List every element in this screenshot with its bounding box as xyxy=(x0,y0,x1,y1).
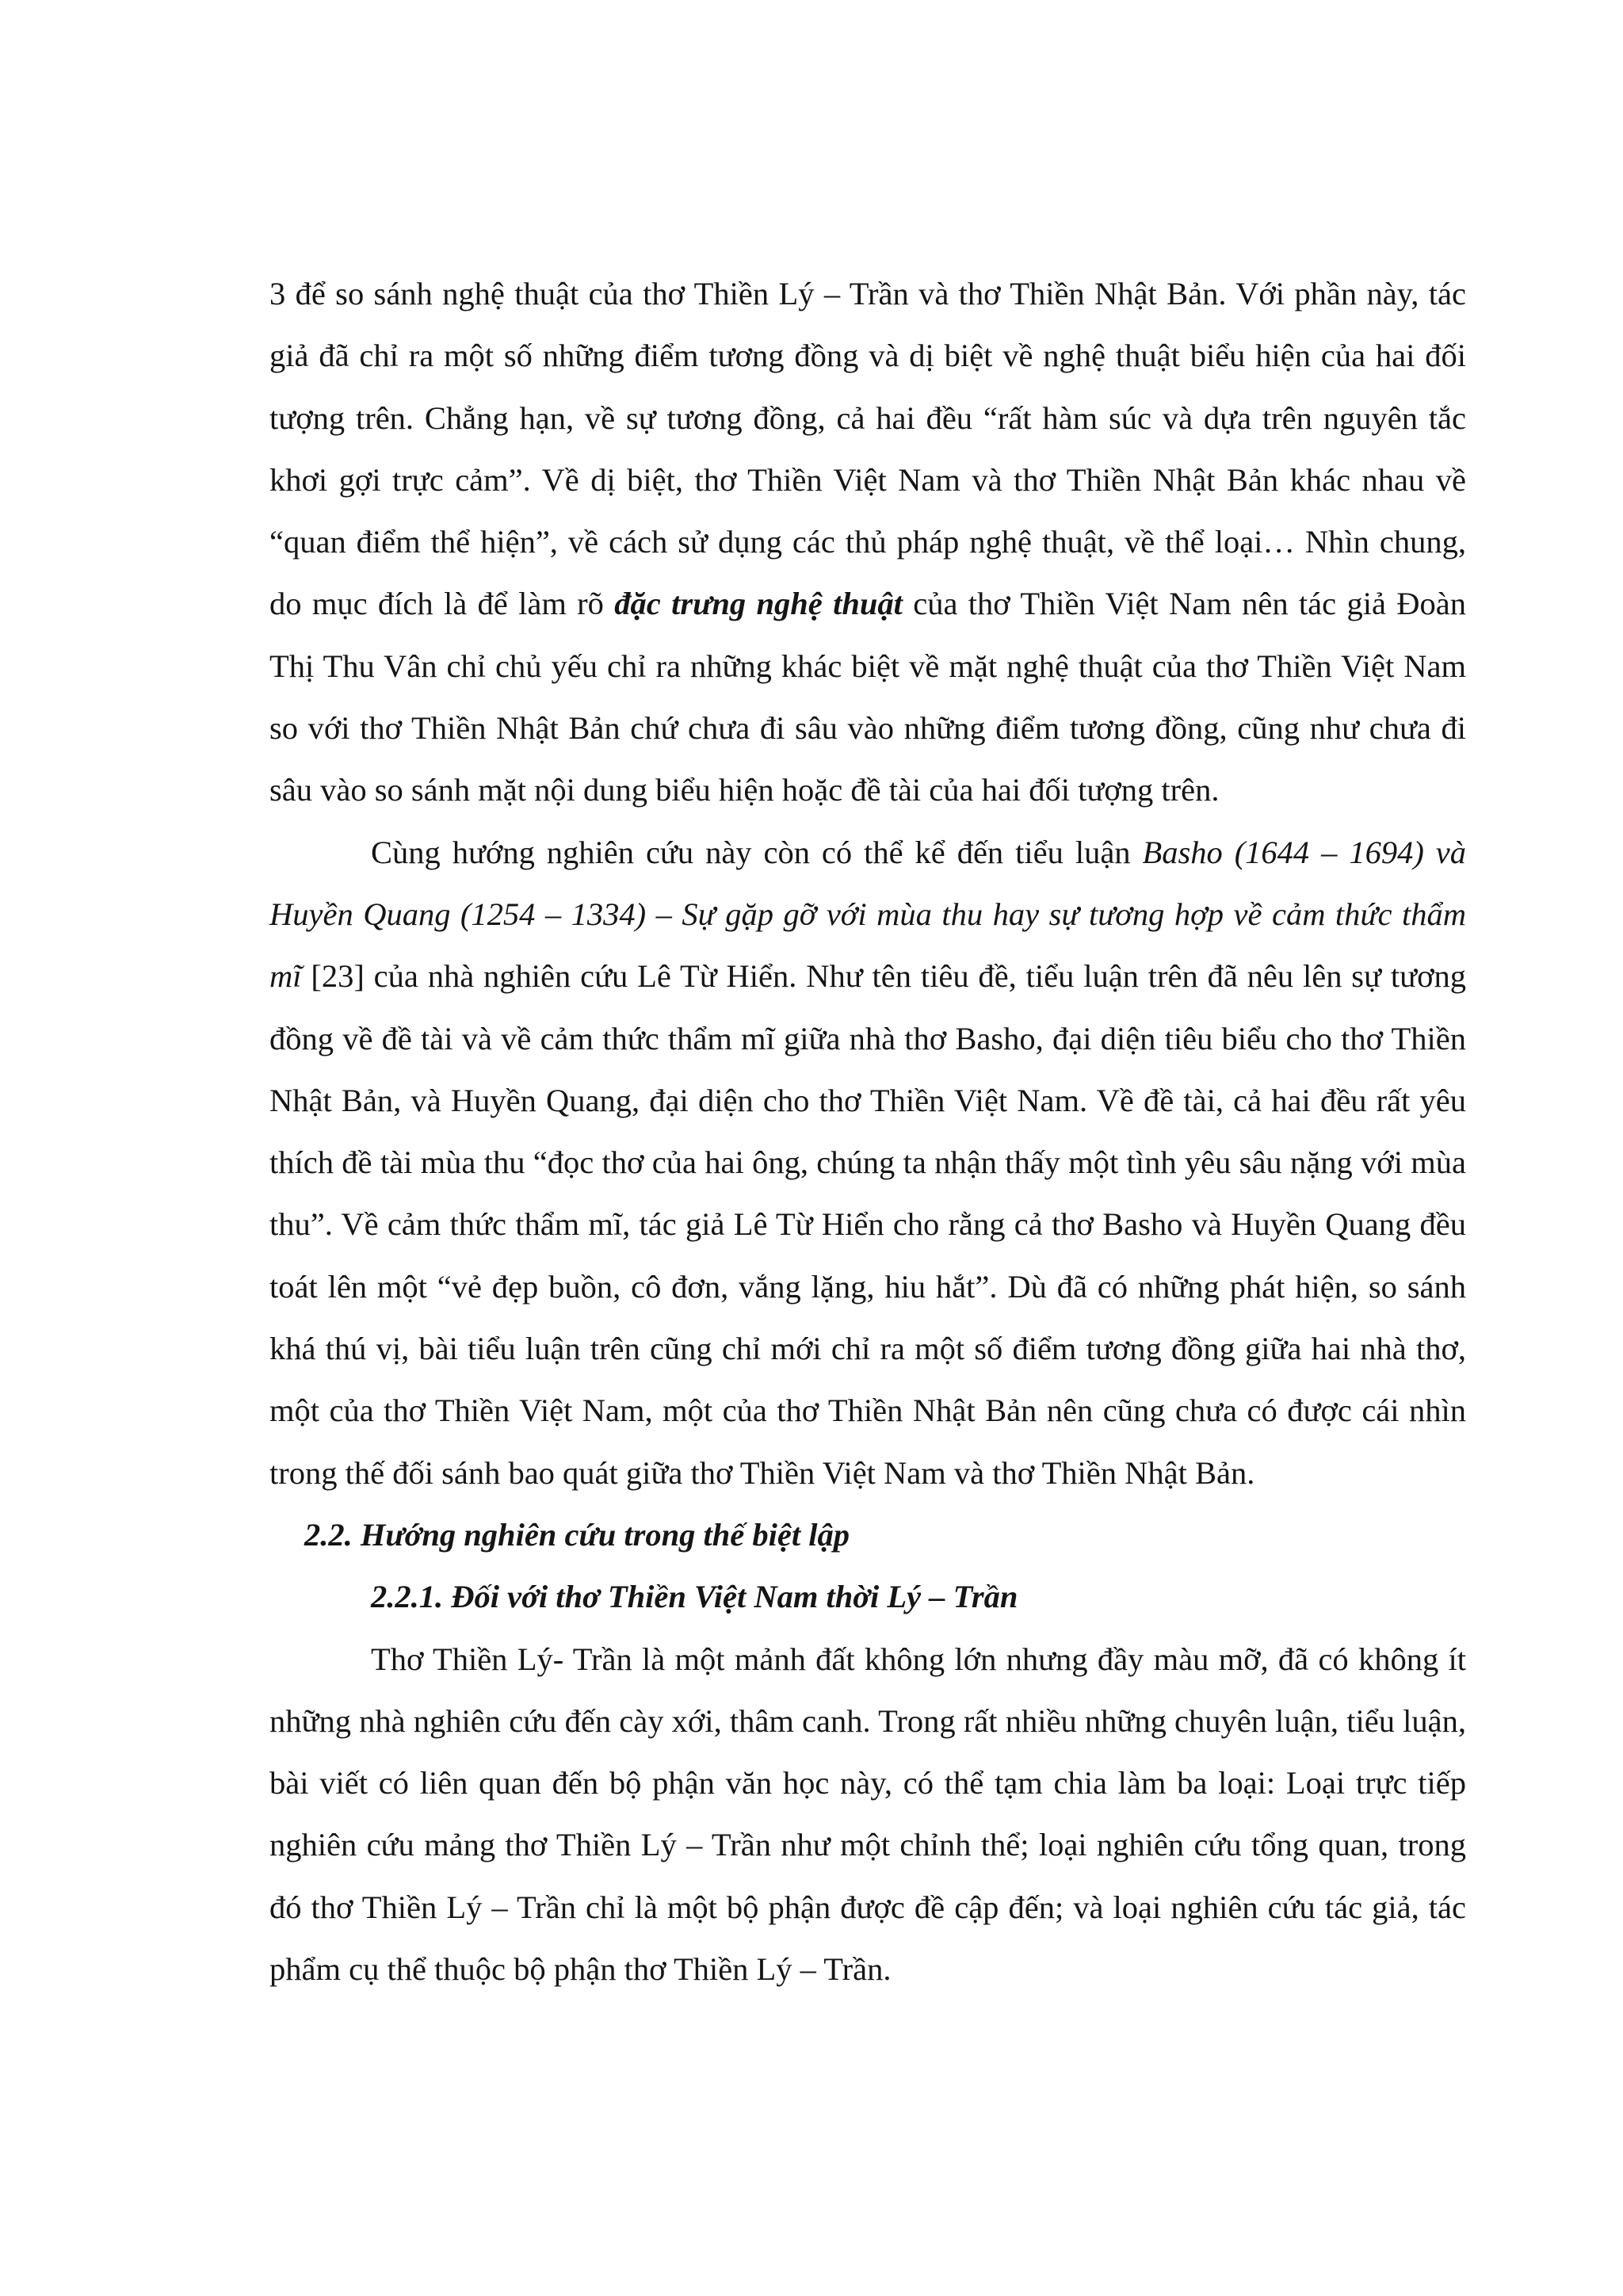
paragraph-text: Cùng hướng nghiên cứu này còn có thể kể đến tiểu luận xyxy=(371,834,1143,870)
paragraph-basho-huyen-quang xyxy=(269,822,1466,1504)
paragraph-text: của thơ Thiền Việt Nam nên tác giả Đoàn Thị Thu Vân chỉ chủ yếu chỉ ra những khác biệt về mặt nghệ thuật của thơ Thiền Việt Nam so với thơ Thiền Nhật Bản chứ chưa đi sâu vào những điểm tương đồng, cũng như chưa đi sâu vào so sánh mặt nội dung biểu hiện hoặc đề tài của hai đối tượng trên. xyxy=(269,586,1466,808)
paragraph-text: [23] của nhà nghiên cứu Lê Từ Hiển. Như tên tiêu đề, tiểu luận trên đã nêu lên sự tương đồng về đề tài và về cảm thức thẩm mĩ giữa nhà thơ Basho, đại diện tiêu biểu cho thơ Thiền Nhật Bản, và Huyền Quang, đại diện cho thơ Thiền Việt Nam. Về đề tài, cả hai đều rất yêu thích đề tài mùa thu “đọc thơ của hai ông, chúng ta nhận thấy một tình yêu sâu nặng với mùa thu”. Về cảm thức thẩm mĩ, tác giả Lê Từ Hiển cho rằng cả thơ Basho và Huyền Quang đều toát lên một “vẻ đẹp buồn, cô đơn, vắng lặng, hiu hắt”. Dù đã có những phát hiện, so sánh khá thú vị, bài tiểu luận trên cũng chỉ mới chỉ ra một số điểm tương đồng giữa hai nhà thơ, một của thơ Thiền Việt Nam, một của thơ Thiền Nhật Bản nên cũng chưa có được cái nhìn trong thế đối sánh bao quát giữa thơ Thiền Việt Nam và thơ Thiền Nhật Bản. xyxy=(269,958,1466,1491)
section-heading-2-2-1: 2.2.1. Đối với thơ Thiền Việt Nam thời Lý – Trần xyxy=(371,1579,1018,1615)
document-body xyxy=(269,263,1466,2000)
emphasis-text: đặc trưng nghệ thuật xyxy=(614,586,903,622)
paragraph-text: 3 để so sánh nghệ thuật của thơ Thiền Lý – Trần và thơ Thiền Nhật Bản. Với phần này, tác giả đã chỉ ra một số những điểm tương đồng và dị biệt về nghệ thuật biểu hiện của hai đối tượng trên. Chẳng hạn, về sự tương đồng, cả hai đều “rất hàm súc và dựa trên nguyên tắc khơi gợi trực cảm”. Về dị biệt, thơ Thiền Việt Nam và thơ Thiền Nhật Bản khác nhau về “quan điểm thể hiện”, về cách sử dụng các thủ pháp nghệ thuật, về thể loại… Nhìn chung, do mục đích là để làm rõ xyxy=(269,276,1466,622)
cited-work-title: Basho (1644 – 1694) và Huyền Quang (1254 – 1334) – Sự gặp gỡ với mùa thu hay sự tương hợp về cảm thức thẩm mĩ xyxy=(269,834,1466,995)
paragraph-ly-tran-zen-poetry: Thơ Thiền Lý- Trần là một mảnh đất không lớn nhưng đầy màu mỡ, đã có không ít những nhà nghiên cứu đến cày xới, thâm canh. Trong rất nhiều những chuyên luận, tiểu luận, bài viết có liên quan đến bộ phận văn học này, có thể tạm chia làm ba loại: Loại trực tiếp nghiên cứu mảng thơ Thiền Lý – Trần như một chỉnh thể; loại nghiên cứu tổng quan, trong đó thơ Thiền Lý – Trần chỉ là một bộ phận được đề cập đến; và loại nghiên cứu tác giả, tác phẩm cụ thể thuộc bộ phận thơ Thiền Lý – Trần. xyxy=(269,1641,1466,1988)
paragraph-comparison-art xyxy=(269,263,1466,822)
section-heading-2-2: 2.2. Hướng nghiên cứu trong thế biệt lập xyxy=(304,1516,850,1553)
